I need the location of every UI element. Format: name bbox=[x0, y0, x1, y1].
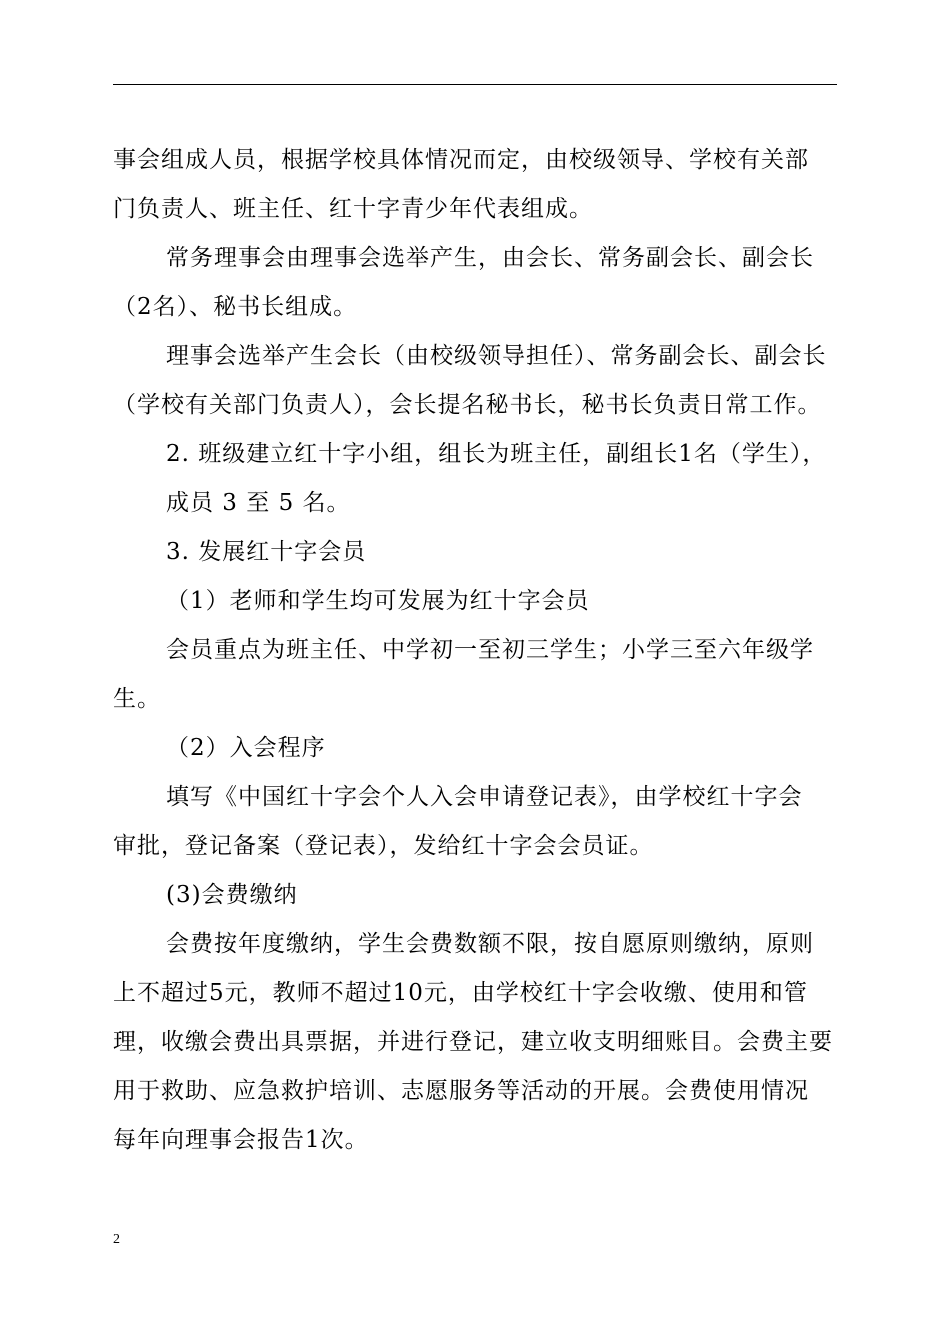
paragraph-line: 会费按年度缴纳，学生会费数额不限，按自愿原则缴纳，原则 bbox=[166, 931, 814, 957]
paragraph-line: 会员重点为班主任、中学初一至初三学生；小学三至六年级学 bbox=[166, 637, 814, 663]
subsection-heading: （2）入会程序 bbox=[166, 735, 326, 761]
subsection-heading: (3)会费缴纳 bbox=[166, 882, 298, 908]
page-number: 2 bbox=[113, 1232, 120, 1247]
paragraph-line: 每年向理事会报告1次。 bbox=[113, 1127, 369, 1153]
document-body bbox=[113, 136, 843, 1165]
paragraph-line: 上不超过5元，教师不超过10元，由学校红十字会收缴、使用和管 bbox=[113, 980, 808, 1006]
paragraph-line: 成员 3 至 5 名。 bbox=[166, 490, 351, 516]
paragraph-line: 2. 班级建立红十字小组，组长为班主任，副组长1名（学生）， bbox=[166, 441, 827, 467]
paragraph-line: 常务理事会由理事会选举产生，由会长、常务副会长、副会长 bbox=[166, 245, 814, 271]
paragraph-line: 用于救助、应急救护培训、志愿服务等活动的开展。会费使用情况 bbox=[113, 1078, 809, 1104]
header-rule bbox=[113, 84, 837, 85]
paragraph-line: 填写《中国红十字会个人入会申请登记表》，由学校红十字会 bbox=[166, 784, 803, 810]
paragraph-line: （2名）、秘书长组成。 bbox=[113, 294, 358, 320]
paragraph-line: 门负责人、班主任、红十字青少年代表组成。 bbox=[113, 196, 593, 222]
paragraph-line: 事会组成人员，根据学校具体情况而定，由校级领导、学校有关部 bbox=[113, 147, 809, 173]
paragraph-line: （学校有关部门负责人），会长提名秘书长，秘书长负责日常工作。 bbox=[113, 392, 822, 418]
section-heading: 3. 发展红十字会员 bbox=[166, 539, 367, 565]
paragraph-line: 生。 bbox=[113, 686, 161, 712]
paragraph-line: 审批，登记备案（登记表），发给红十字会会员证。 bbox=[113, 833, 654, 859]
subsection-heading: （1）老师和学生均可发展为红十字会员 bbox=[166, 588, 590, 614]
paragraph-line: 理事会选举产生会长（由校级领导担任）、常务副会长、副会长 bbox=[166, 343, 827, 369]
paragraph-line: 理，收缴会费出具票据，并进行登记，建立收支明细账目。会费主要 bbox=[113, 1029, 833, 1055]
